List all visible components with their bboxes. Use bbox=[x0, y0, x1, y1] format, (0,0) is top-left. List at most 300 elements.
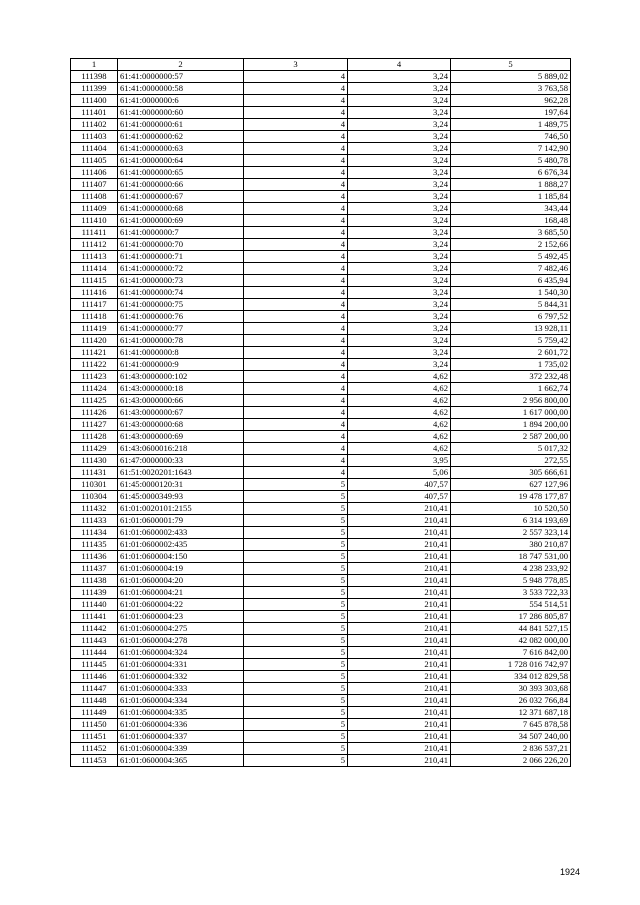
table-row bbox=[71, 371, 571, 383]
table-cell-col-3: 4 bbox=[244, 335, 348, 347]
table-cell-col-5: 2 601,72 bbox=[451, 347, 571, 359]
table-cell-col-3: 4 bbox=[244, 455, 348, 467]
table-row bbox=[71, 311, 571, 323]
table-cell-col-1: 111399 bbox=[71, 83, 118, 95]
table-cell-col-4: 210,41 bbox=[348, 587, 451, 599]
table-cell-col-5: 2 956 800,00 bbox=[451, 395, 571, 407]
table-cell-col-4: 3,24 bbox=[348, 71, 451, 83]
table-cell-col-4: 210,41 bbox=[348, 539, 451, 551]
table-cell-col-2: 61:01:0600004:23 bbox=[118, 611, 244, 623]
table-row bbox=[71, 239, 571, 251]
table-row bbox=[71, 179, 571, 191]
table-cell-col-5: 1 888,27 bbox=[451, 179, 571, 191]
table-row bbox=[71, 227, 571, 239]
table-row bbox=[71, 479, 571, 491]
table-row bbox=[71, 395, 571, 407]
table-cell-col-1: 111413 bbox=[71, 251, 118, 263]
table-cell-col-5: 343,44 bbox=[451, 203, 571, 215]
table-cell-col-5: 18 747 531,00 bbox=[451, 551, 571, 563]
table-cell-col-1: 111401 bbox=[71, 107, 118, 119]
table-cell-col-3: 5 bbox=[244, 599, 348, 611]
table-cell-col-5: 26 032 766,84 bbox=[451, 695, 571, 707]
table-row bbox=[71, 575, 571, 587]
table-cell-col-5: 44 841 527,15 bbox=[451, 623, 571, 635]
table-row bbox=[71, 275, 571, 287]
table-cell-col-5: 19 478 177,87 bbox=[451, 491, 571, 503]
table-cell-col-1: 111405 bbox=[71, 155, 118, 167]
table-cell-col-1: 111418 bbox=[71, 311, 118, 323]
table-cell-col-4: 3,24 bbox=[348, 191, 451, 203]
table-cell-col-3: 4 bbox=[244, 275, 348, 287]
table-cell-col-1: 111417 bbox=[71, 299, 118, 311]
table-cell-col-4: 407,57 bbox=[348, 491, 451, 503]
table-cell-col-3: 4 bbox=[244, 419, 348, 431]
table-row bbox=[71, 323, 571, 335]
table-cell-col-1: 111451 bbox=[71, 731, 118, 743]
table-cell-col-4: 3,24 bbox=[348, 323, 451, 335]
table-row bbox=[71, 707, 571, 719]
table-row bbox=[71, 659, 571, 671]
table-cell-col-4: 210,41 bbox=[348, 647, 451, 659]
table-cell-col-2: 61:01:0600004:335 bbox=[118, 707, 244, 719]
table-cell-col-4: 210,41 bbox=[348, 551, 451, 563]
table-cell-col-4: 3,24 bbox=[348, 299, 451, 311]
table-cell-col-4: 5,06 bbox=[348, 467, 451, 479]
table-cell-col-4: 210,41 bbox=[348, 527, 451, 539]
table-row bbox=[71, 131, 571, 143]
table-row bbox=[71, 215, 571, 227]
table-row bbox=[71, 299, 571, 311]
table-cell-col-3: 4 bbox=[244, 299, 348, 311]
table-cell-col-1: 111404 bbox=[71, 143, 118, 155]
table-cell-col-5: 6 435,94 bbox=[451, 275, 571, 287]
table-cell-col-5: 1 735,02 bbox=[451, 359, 571, 371]
table-row bbox=[71, 287, 571, 299]
table-row bbox=[71, 635, 571, 647]
table-cell-col-2: 61:43:0000000:66 bbox=[118, 395, 244, 407]
table-cell-col-1: 111424 bbox=[71, 383, 118, 395]
table-cell-col-2: 61:43:0000000:67 bbox=[118, 407, 244, 419]
table-cell-col-5: 2 557 323,14 bbox=[451, 527, 571, 539]
table-cell-col-4: 3,24 bbox=[348, 83, 451, 95]
table-cell-col-1: 111426 bbox=[71, 407, 118, 419]
table-cell-col-5: 2 587 200,00 bbox=[451, 431, 571, 443]
table-cell-col-4: 3,24 bbox=[348, 179, 451, 191]
table-cell-col-2: 61:01:0600004:278 bbox=[118, 635, 244, 647]
table-cell-col-1: 111403 bbox=[71, 131, 118, 143]
table-row bbox=[71, 611, 571, 623]
table-cell-col-4: 3,24 bbox=[348, 287, 451, 299]
table-cell-col-4: 4,62 bbox=[348, 371, 451, 383]
table-cell-col-3: 4 bbox=[244, 119, 348, 131]
table-row bbox=[71, 755, 571, 767]
table-row bbox=[71, 107, 571, 119]
table-row bbox=[71, 539, 571, 551]
table-cell-col-1: 111398 bbox=[71, 71, 118, 83]
table-cell-col-5: 1 894 200,00 bbox=[451, 419, 571, 431]
table-cell-col-2: 61:43:0000000:102 bbox=[118, 371, 244, 383]
table-cell-col-4: 407,57 bbox=[348, 479, 451, 491]
table-cell-col-3: 5 bbox=[244, 515, 348, 527]
table-cell-col-2: 61:41:0000000:76 bbox=[118, 311, 244, 323]
table-cell-col-5: 5 948 778,85 bbox=[451, 575, 571, 587]
column-header-5: 5 bbox=[451, 59, 571, 71]
table-cell-col-4: 210,41 bbox=[348, 515, 451, 527]
table-row bbox=[71, 431, 571, 443]
table-cell-col-2: 61:51:0020201:1643 bbox=[118, 467, 244, 479]
table-cell-col-1: 111411 bbox=[71, 227, 118, 239]
table-cell-col-4: 3,24 bbox=[348, 263, 451, 275]
table-cell-col-4: 210,41 bbox=[348, 743, 451, 755]
table-cell-col-1: 111453 bbox=[71, 755, 118, 767]
table-cell-col-5: 5 492,45 bbox=[451, 251, 571, 263]
table-cell-col-3: 5 bbox=[244, 539, 348, 551]
table-cell-col-2: 61:01:0600004:332 bbox=[118, 671, 244, 683]
table-cell-col-4: 210,41 bbox=[348, 731, 451, 743]
table-cell-col-2: 61:01:0600004:339 bbox=[118, 743, 244, 755]
table-cell-col-1: 111450 bbox=[71, 719, 118, 731]
table-cell-col-5: 34 507 240,00 bbox=[451, 731, 571, 743]
table-cell-col-3: 4 bbox=[244, 191, 348, 203]
table-cell-col-4: 210,41 bbox=[348, 659, 451, 671]
table-cell-col-1: 111415 bbox=[71, 275, 118, 287]
table-cell-col-3: 4 bbox=[244, 179, 348, 191]
table-cell-col-3: 5 bbox=[244, 527, 348, 539]
table-cell-col-4: 4,62 bbox=[348, 419, 451, 431]
table-cell-col-2: 61:01:0600001:79 bbox=[118, 515, 244, 527]
table-cell-col-2: 61:41:0000000:78 bbox=[118, 335, 244, 347]
table-cell-col-4: 4,62 bbox=[348, 431, 451, 443]
table-cell-col-2: 61:41:0000000:77 bbox=[118, 323, 244, 335]
table-cell-col-2: 61:45:0000349:93 bbox=[118, 491, 244, 503]
table-cell-col-2: 61:01:0600002:433 bbox=[118, 527, 244, 539]
table-cell-col-2: 61:01:0600004:21 bbox=[118, 587, 244, 599]
table-cell-col-4: 3,24 bbox=[348, 335, 451, 347]
table-row bbox=[71, 347, 571, 359]
table-cell-col-3: 5 bbox=[244, 755, 348, 767]
table-cell-col-5: 1 728 016 742,97 bbox=[451, 659, 571, 671]
table-cell-col-1: 111400 bbox=[71, 95, 118, 107]
table-row bbox=[71, 551, 571, 563]
table-row bbox=[71, 419, 571, 431]
table-cell-col-1: 111422 bbox=[71, 359, 118, 371]
table-cell-col-5: 4 238 233,92 bbox=[451, 563, 571, 575]
table-cell-col-4: 210,41 bbox=[348, 707, 451, 719]
column-header-1: 1 bbox=[71, 59, 118, 71]
table-row bbox=[71, 683, 571, 695]
table-cell-col-2: 61:43:0000000:18 bbox=[118, 383, 244, 395]
table-cell-col-3: 4 bbox=[244, 431, 348, 443]
table-cell-col-5: 5 759,42 bbox=[451, 335, 571, 347]
table-cell-col-2: 61:41:0000000:65 bbox=[118, 167, 244, 179]
table-cell-col-1: 111427 bbox=[71, 419, 118, 431]
table-cell-col-2: 61:01:0600004:334 bbox=[118, 695, 244, 707]
table-cell-col-2: 61:01:0600004:336 bbox=[118, 719, 244, 731]
table-cell-col-3: 4 bbox=[244, 155, 348, 167]
table-cell-col-3: 5 bbox=[244, 551, 348, 563]
table-cell-col-4: 3,24 bbox=[348, 155, 451, 167]
table-cell-col-5: 17 286 805,87 bbox=[451, 611, 571, 623]
table-cell-col-4: 210,41 bbox=[348, 503, 451, 515]
table-row bbox=[71, 491, 571, 503]
table-cell-col-5: 2 836 537,21 bbox=[451, 743, 571, 755]
table-cell-col-2: 61:41:0000000:68 bbox=[118, 203, 244, 215]
table-cell-col-1: 111432 bbox=[71, 503, 118, 515]
table-cell-col-1: 111430 bbox=[71, 455, 118, 467]
table-cell-col-2: 61:43:0000000:68 bbox=[118, 419, 244, 431]
table-cell-col-1: 111446 bbox=[71, 671, 118, 683]
table-cell-col-1: 111409 bbox=[71, 203, 118, 215]
table-cell-col-2: 61:01:0600004:324 bbox=[118, 647, 244, 659]
table-cell-col-2: 61:41:0000000:71 bbox=[118, 251, 244, 263]
table-cell-col-1: 111408 bbox=[71, 191, 118, 203]
table-cell-col-2: 61:41:0000000:69 bbox=[118, 215, 244, 227]
table-row bbox=[71, 407, 571, 419]
table-cell-col-4: 3,24 bbox=[348, 203, 451, 215]
table-cell-col-4: 210,41 bbox=[348, 563, 451, 575]
table-cell-col-4: 210,41 bbox=[348, 575, 451, 587]
table-cell-col-2: 61:01:0600004:19 bbox=[118, 563, 244, 575]
table-cell-col-5: 3 763,58 bbox=[451, 83, 571, 95]
table-cell-col-1: 111425 bbox=[71, 395, 118, 407]
table-cell-col-4: 3,24 bbox=[348, 227, 451, 239]
table-cell-col-4: 3,24 bbox=[348, 215, 451, 227]
column-header-3: 3 bbox=[244, 59, 348, 71]
table-cell-col-4: 210,41 bbox=[348, 755, 451, 767]
table-cell-col-1: 111421 bbox=[71, 347, 118, 359]
table-cell-col-3: 4 bbox=[244, 407, 348, 419]
table-cell-col-5: 554 514,51 bbox=[451, 599, 571, 611]
table-body bbox=[71, 71, 571, 767]
table-cell-col-1: 111449 bbox=[71, 707, 118, 719]
table-cell-col-2: 61:41:0000000:72 bbox=[118, 263, 244, 275]
table-row bbox=[71, 671, 571, 683]
table-cell-col-3: 4 bbox=[244, 263, 348, 275]
table-cell-col-1: 111441 bbox=[71, 611, 118, 623]
table-cell-col-2: 61:43:0600016:218 bbox=[118, 443, 244, 455]
table-cell-col-5: 7 482,46 bbox=[451, 263, 571, 275]
table-cell-col-1: 111445 bbox=[71, 659, 118, 671]
table-cell-col-1: 111440 bbox=[71, 599, 118, 611]
table-cell-col-3: 5 bbox=[244, 707, 348, 719]
table-cell-col-4: 210,41 bbox=[348, 719, 451, 731]
cadastral-value-table bbox=[70, 58, 571, 767]
table-cell-col-5: 12 371 687,18 bbox=[451, 707, 571, 719]
table-cell-col-5: 13 928,11 bbox=[451, 323, 571, 335]
table-row bbox=[71, 203, 571, 215]
table-cell-col-3: 4 bbox=[244, 215, 348, 227]
table-cell-col-4: 3,24 bbox=[348, 359, 451, 371]
header-row bbox=[71, 59, 571, 71]
table-cell-col-2: 61:41:0000000:66 bbox=[118, 179, 244, 191]
table-cell-col-5: 372 232,48 bbox=[451, 371, 571, 383]
table-cell-col-1: 111406 bbox=[71, 167, 118, 179]
table-cell-col-1: 111434 bbox=[71, 527, 118, 539]
table-cell-col-1: 111448 bbox=[71, 695, 118, 707]
table-cell-col-3: 5 bbox=[244, 743, 348, 755]
table-cell-col-2: 61:01:0600002:435 bbox=[118, 539, 244, 551]
table-cell-col-5: 962,28 bbox=[451, 95, 571, 107]
table-cell-col-3: 4 bbox=[244, 311, 348, 323]
table-cell-col-3: 4 bbox=[244, 71, 348, 83]
table-cell-col-2: 61:41:0000000:70 bbox=[118, 239, 244, 251]
table-cell-col-3: 5 bbox=[244, 719, 348, 731]
table-cell-col-2: 61:41:0000000:6 bbox=[118, 95, 244, 107]
table-cell-col-3: 4 bbox=[244, 83, 348, 95]
table-cell-col-4: 3,24 bbox=[348, 311, 451, 323]
table-cell-col-4: 3,24 bbox=[348, 239, 451, 251]
table-cell-col-5: 3 533 722,33 bbox=[451, 587, 571, 599]
table-cell-col-3: 5 bbox=[244, 635, 348, 647]
table-cell-col-3: 4 bbox=[244, 467, 348, 479]
table-cell-col-5: 5 844,31 bbox=[451, 299, 571, 311]
table-cell-col-2: 61:01:0600004:150 bbox=[118, 551, 244, 563]
table-row bbox=[71, 455, 571, 467]
table-cell-col-1: 111402 bbox=[71, 119, 118, 131]
table-cell-col-2: 61:43:0000000:69 bbox=[118, 431, 244, 443]
table-cell-col-5: 2 066 226,20 bbox=[451, 755, 571, 767]
table-row bbox=[71, 467, 571, 479]
table-cell-col-1: 111420 bbox=[71, 335, 118, 347]
table-row bbox=[71, 695, 571, 707]
table-cell-col-5: 6 676,34 bbox=[451, 167, 571, 179]
table-cell-col-3: 5 bbox=[244, 563, 348, 575]
table-cell-col-1: 111437 bbox=[71, 563, 118, 575]
table-cell-col-2: 61:41:0000000:62 bbox=[118, 131, 244, 143]
table-cell-col-3: 5 bbox=[244, 611, 348, 623]
table-cell-col-4: 3,95 bbox=[348, 455, 451, 467]
table-cell-col-2: 61:41:0000000:64 bbox=[118, 155, 244, 167]
table-cell-col-3: 4 bbox=[244, 203, 348, 215]
table-row bbox=[71, 71, 571, 83]
table-cell-col-3: 4 bbox=[244, 347, 348, 359]
table-cell-col-1: 111419 bbox=[71, 323, 118, 335]
table-cell-col-3: 5 bbox=[244, 683, 348, 695]
table-cell-col-1: 111414 bbox=[71, 263, 118, 275]
table-cell-col-2: 61:41:0000000:9 bbox=[118, 359, 244, 371]
table-row bbox=[71, 563, 571, 575]
table-cell-col-5: 5 480,78 bbox=[451, 155, 571, 167]
table-cell-col-5: 5 889,02 bbox=[451, 71, 571, 83]
table-cell-col-4: 3,24 bbox=[348, 167, 451, 179]
table-cell-col-3: 4 bbox=[244, 131, 348, 143]
table-cell-col-2: 61:45:0000120:31 bbox=[118, 479, 244, 491]
table-cell-col-4: 210,41 bbox=[348, 599, 451, 611]
table-cell-col-2: 61:41:0000000:63 bbox=[118, 143, 244, 155]
table-cell-col-3: 4 bbox=[244, 383, 348, 395]
table-cell-col-3: 4 bbox=[244, 251, 348, 263]
table-cell-col-2: 61:01:0600004:20 bbox=[118, 575, 244, 587]
table-row bbox=[71, 119, 571, 131]
table-cell-col-2: 61:01:0600004:337 bbox=[118, 731, 244, 743]
table-cell-col-2: 61:01:0020101:2155 bbox=[118, 503, 244, 515]
table-row bbox=[71, 263, 571, 275]
table-cell-col-1: 111423 bbox=[71, 371, 118, 383]
table-cell-col-4: 3,24 bbox=[348, 251, 451, 263]
table-row bbox=[71, 167, 571, 179]
table-cell-col-5: 380 210,87 bbox=[451, 539, 571, 551]
table-cell-col-2: 61:41:0000000:67 bbox=[118, 191, 244, 203]
table-cell-col-5: 6 797,52 bbox=[451, 311, 571, 323]
table-row bbox=[71, 527, 571, 539]
table-cell-col-3: 5 bbox=[244, 491, 348, 503]
table-cell-col-5: 168,48 bbox=[451, 215, 571, 227]
table-cell-col-2: 61:41:0000000:7 bbox=[118, 227, 244, 239]
table-row bbox=[71, 647, 571, 659]
table-cell-col-5: 334 012 829,58 bbox=[451, 671, 571, 683]
table-cell-col-2: 61:41:0000000:57 bbox=[118, 71, 244, 83]
table-row bbox=[71, 251, 571, 263]
table-cell-col-5: 305 666,61 bbox=[451, 467, 571, 479]
table-cell-col-5: 5 017,32 bbox=[451, 443, 571, 455]
table-cell-col-4: 4,62 bbox=[348, 443, 451, 455]
table-cell-col-4: 4,62 bbox=[348, 407, 451, 419]
table-cell-col-1: 111435 bbox=[71, 539, 118, 551]
table-cell-col-1: 111416 bbox=[71, 287, 118, 299]
table-row bbox=[71, 719, 571, 731]
table-cell-col-3: 4 bbox=[244, 371, 348, 383]
table-cell-col-1: 111439 bbox=[71, 587, 118, 599]
table-cell-col-2: 61:01:0600004:333 bbox=[118, 683, 244, 695]
table-cell-col-3: 4 bbox=[244, 95, 348, 107]
table-cell-col-5: 2 152,66 bbox=[451, 239, 571, 251]
table-cell-col-1: 111431 bbox=[71, 467, 118, 479]
table-cell-col-3: 5 bbox=[244, 575, 348, 587]
table-cell-col-1: 111428 bbox=[71, 431, 118, 443]
table-cell-col-3: 4 bbox=[244, 239, 348, 251]
table-cell-col-5: 746,50 bbox=[451, 131, 571, 143]
table-row bbox=[71, 503, 571, 515]
table-cell-col-3: 4 bbox=[244, 395, 348, 407]
table-row bbox=[71, 743, 571, 755]
table-cell-col-3: 4 bbox=[244, 323, 348, 335]
table-row bbox=[71, 599, 571, 611]
table-cell-col-3: 5 bbox=[244, 647, 348, 659]
table-cell-col-1: 111433 bbox=[71, 515, 118, 527]
table-cell-col-4: 210,41 bbox=[348, 695, 451, 707]
table-cell-col-4: 210,41 bbox=[348, 635, 451, 647]
table-cell-col-3: 4 bbox=[244, 287, 348, 299]
table-cell-col-5: 1 185,84 bbox=[451, 191, 571, 203]
table-cell-col-2: 61:41:0000000:74 bbox=[118, 287, 244, 299]
table-cell-col-5: 627 127,96 bbox=[451, 479, 571, 491]
table-cell-col-1: 111438 bbox=[71, 575, 118, 587]
table-cell-col-3: 5 bbox=[244, 731, 348, 743]
table-cell-col-5: 272,55 bbox=[451, 455, 571, 467]
table-cell-col-4: 3,24 bbox=[348, 347, 451, 359]
table-cell-col-4: 3,24 bbox=[348, 95, 451, 107]
table-cell-col-4: 3,24 bbox=[348, 275, 451, 287]
table-cell-col-3: 4 bbox=[244, 227, 348, 239]
table-cell-col-4: 210,41 bbox=[348, 671, 451, 683]
table-cell-col-3: 4 bbox=[244, 107, 348, 119]
table-cell-col-4: 3,24 bbox=[348, 119, 451, 131]
table-cell-col-5: 1 540,30 bbox=[451, 287, 571, 299]
table-cell-col-5: 7 616 842,00 bbox=[451, 647, 571, 659]
table-row bbox=[71, 95, 571, 107]
table-cell-col-5: 3 685,50 bbox=[451, 227, 571, 239]
table-cell-col-5: 6 314 193,69 bbox=[451, 515, 571, 527]
table-cell-col-5: 10 520,50 bbox=[451, 503, 571, 515]
table-cell-col-5: 30 393 303,68 bbox=[451, 683, 571, 695]
table-cell-col-3: 5 bbox=[244, 695, 348, 707]
table-cell-col-5: 1 489,75 bbox=[451, 119, 571, 131]
table-cell-col-1: 111443 bbox=[71, 635, 118, 647]
table-row bbox=[71, 155, 571, 167]
table-cell-col-3: 4 bbox=[244, 167, 348, 179]
table-cell-col-2: 61:01:0600004:22 bbox=[118, 599, 244, 611]
table-header bbox=[71, 59, 571, 71]
